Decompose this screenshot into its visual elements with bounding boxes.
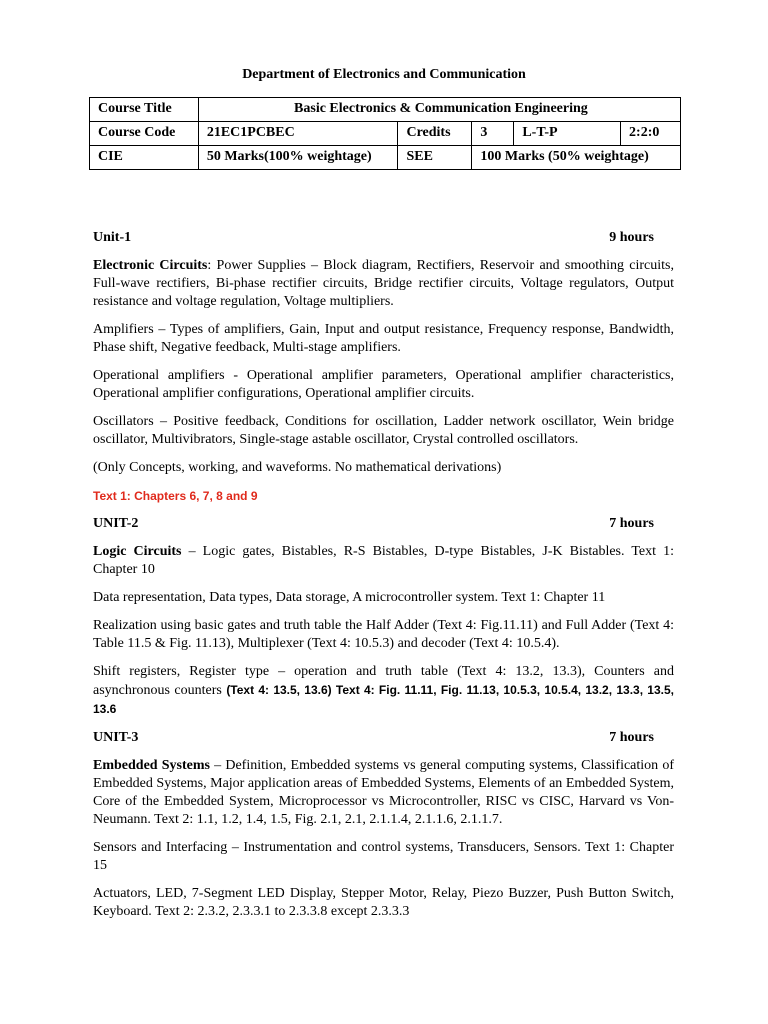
credits-label: Credits xyxy=(398,122,472,146)
unit-3-text: – Definition, Embedded systems vs general computing systems, Classification of Embedded Systems, Major application areas of Embedded Systems, Elements of an Embedded System, Core of the Embedded System, Microprocessor vs Microcontroller, RISC vs CISC, Harvard vs Von-Neumann. Text 2: 1.1, 1.2, 1.4, 1.5, Fig. 2.1, 2.1, 2.1.1.4, 2.1.1.6, 2.1.1.7. xyxy=(93,758,675,827)
credits-value: 3 xyxy=(472,122,514,146)
course-table xyxy=(89,97,681,170)
unit-1-text: : Power Supplies – Block diagram, Rectifiers, Reservoir and smoothing circuits, Full-wave rectifiers, Bi-phase rectifier circuits, Bridge rectifier circuits, Voltage regulators, Output resistance and voltage regulation, Voltage multipliers. xyxy=(93,258,674,309)
unit-1-note: (Only Concepts, working, and waveforms. No mathematical derivations) xyxy=(93,460,502,475)
unit-3-paragraph xyxy=(93,757,674,829)
unit-2-hours: 7 hours xyxy=(609,516,654,531)
unit-1-text-reference: Text 1: Chapters 6, 7, 8 and 9 xyxy=(93,489,258,503)
unit-1-paragraph: Operational amplifiers - Operational amplifier parameters, Operational amplifier characteristics, Operational amplifier configurations, Operational amplifier circuits. xyxy=(93,368,674,401)
unit-1-title: Unit-1 xyxy=(93,230,132,245)
department-heading: Department of Electronics and Communication xyxy=(242,67,526,82)
unit-1-paragraph xyxy=(93,257,674,311)
unit-2-topic: Logic Circuits xyxy=(93,544,182,559)
unit-1-hours: 9 hours xyxy=(609,230,654,245)
see-label: SEE xyxy=(398,146,472,170)
course-title-row xyxy=(90,98,681,122)
unit-2-header xyxy=(93,515,674,533)
unit-2-paragraph xyxy=(93,543,674,579)
unit-3-header xyxy=(93,729,674,747)
unit-3-topic: Embedded Systems xyxy=(93,758,210,773)
unit-2-title: UNIT-2 xyxy=(93,516,139,531)
course-title-label: Course Title xyxy=(90,98,199,122)
course-title-value: Basic Electronics & Communication Engineering xyxy=(198,98,680,122)
unit-3-title: UNIT-3 xyxy=(93,730,139,745)
syllabus-content xyxy=(93,229,674,931)
unit-2-text: – Logic gates, Bistables, R-S Bistables, D-type Bistables, J-K Bistables. Text 1: Chapter 10 xyxy=(93,544,674,577)
unit-1-paragraph: Amplifiers – Types of amplifiers, Gain, Input and output resistance, Frequency response, Bandwidth, Phase shift, Negative feedback, Multi-stage amplifiers. xyxy=(93,322,674,355)
unit-1-paragraph: Oscillators – Positive feedback, Conditions for oscillation, Ladder network oscillator, Wein bridge oscillator, Multivibrators, Single-stage astable oscillator, Crystal controlled oscillators. xyxy=(93,414,674,447)
unit-2-paragraph: Realization using basic gates and truth table the Half Adder (Text 4: Fig.11.11) and Full Adder (Text 4: Table 11.5 & Fig. 11.13), Multiplexer (Text 4: 10.5.3) and decoder (Text 4: 10.5.4). xyxy=(93,618,674,651)
cie-see-row xyxy=(90,146,681,170)
ltp-label: L-T-P xyxy=(514,122,621,146)
unit-2-paragraph: Data representation, Data types, Data storage, A microcontroller system. Text 1: Chapter 11 xyxy=(93,590,606,605)
unit-3-paragraph: Actuators, LED, 7-Segment LED Display, Stepper Motor, Relay, Piezo Buzzer, Push Button Switch, Keyboard. Text 2: 2.3.2, 2.3.3.1 to 2.3.3.8 except 2.3.3.3 xyxy=(93,886,674,919)
unit-2-text: Shift registers, Register type – operation and truth table (Text 4: 13.2, 13.3), Counters and asynchronous counters xyxy=(93,664,674,698)
course-code-label: Course Code xyxy=(90,122,199,146)
see-value: 100 Marks (50% weightage) xyxy=(472,146,681,170)
cie-label: CIE xyxy=(90,146,199,170)
cie-value: 50 Marks(100% weightage) xyxy=(198,146,398,170)
unit-1-header xyxy=(93,229,674,247)
ltp-value: 2:2:0 xyxy=(621,122,681,146)
unit-1-topic: Electronic Circuits xyxy=(93,258,208,273)
course-code-value: 21EC1PCBEC xyxy=(198,122,398,146)
unit-3-hours: 7 hours xyxy=(609,730,654,745)
unit-2-paragraph xyxy=(93,663,674,719)
course-code-row xyxy=(90,122,681,146)
unit-3-paragraph: Sensors and Interfacing – Instrumentation and control systems, Transducers, Sensors. Text 1: Chapter 15 xyxy=(93,840,674,873)
unit-2-text-reference: (Text 4: 13.5, 13.6) Text 4: Fig. 11.11, Fig. 11.13, 10.5.3, 10.5.4, 13.2, 13.3, 13.5, 13.6 xyxy=(93,683,674,716)
